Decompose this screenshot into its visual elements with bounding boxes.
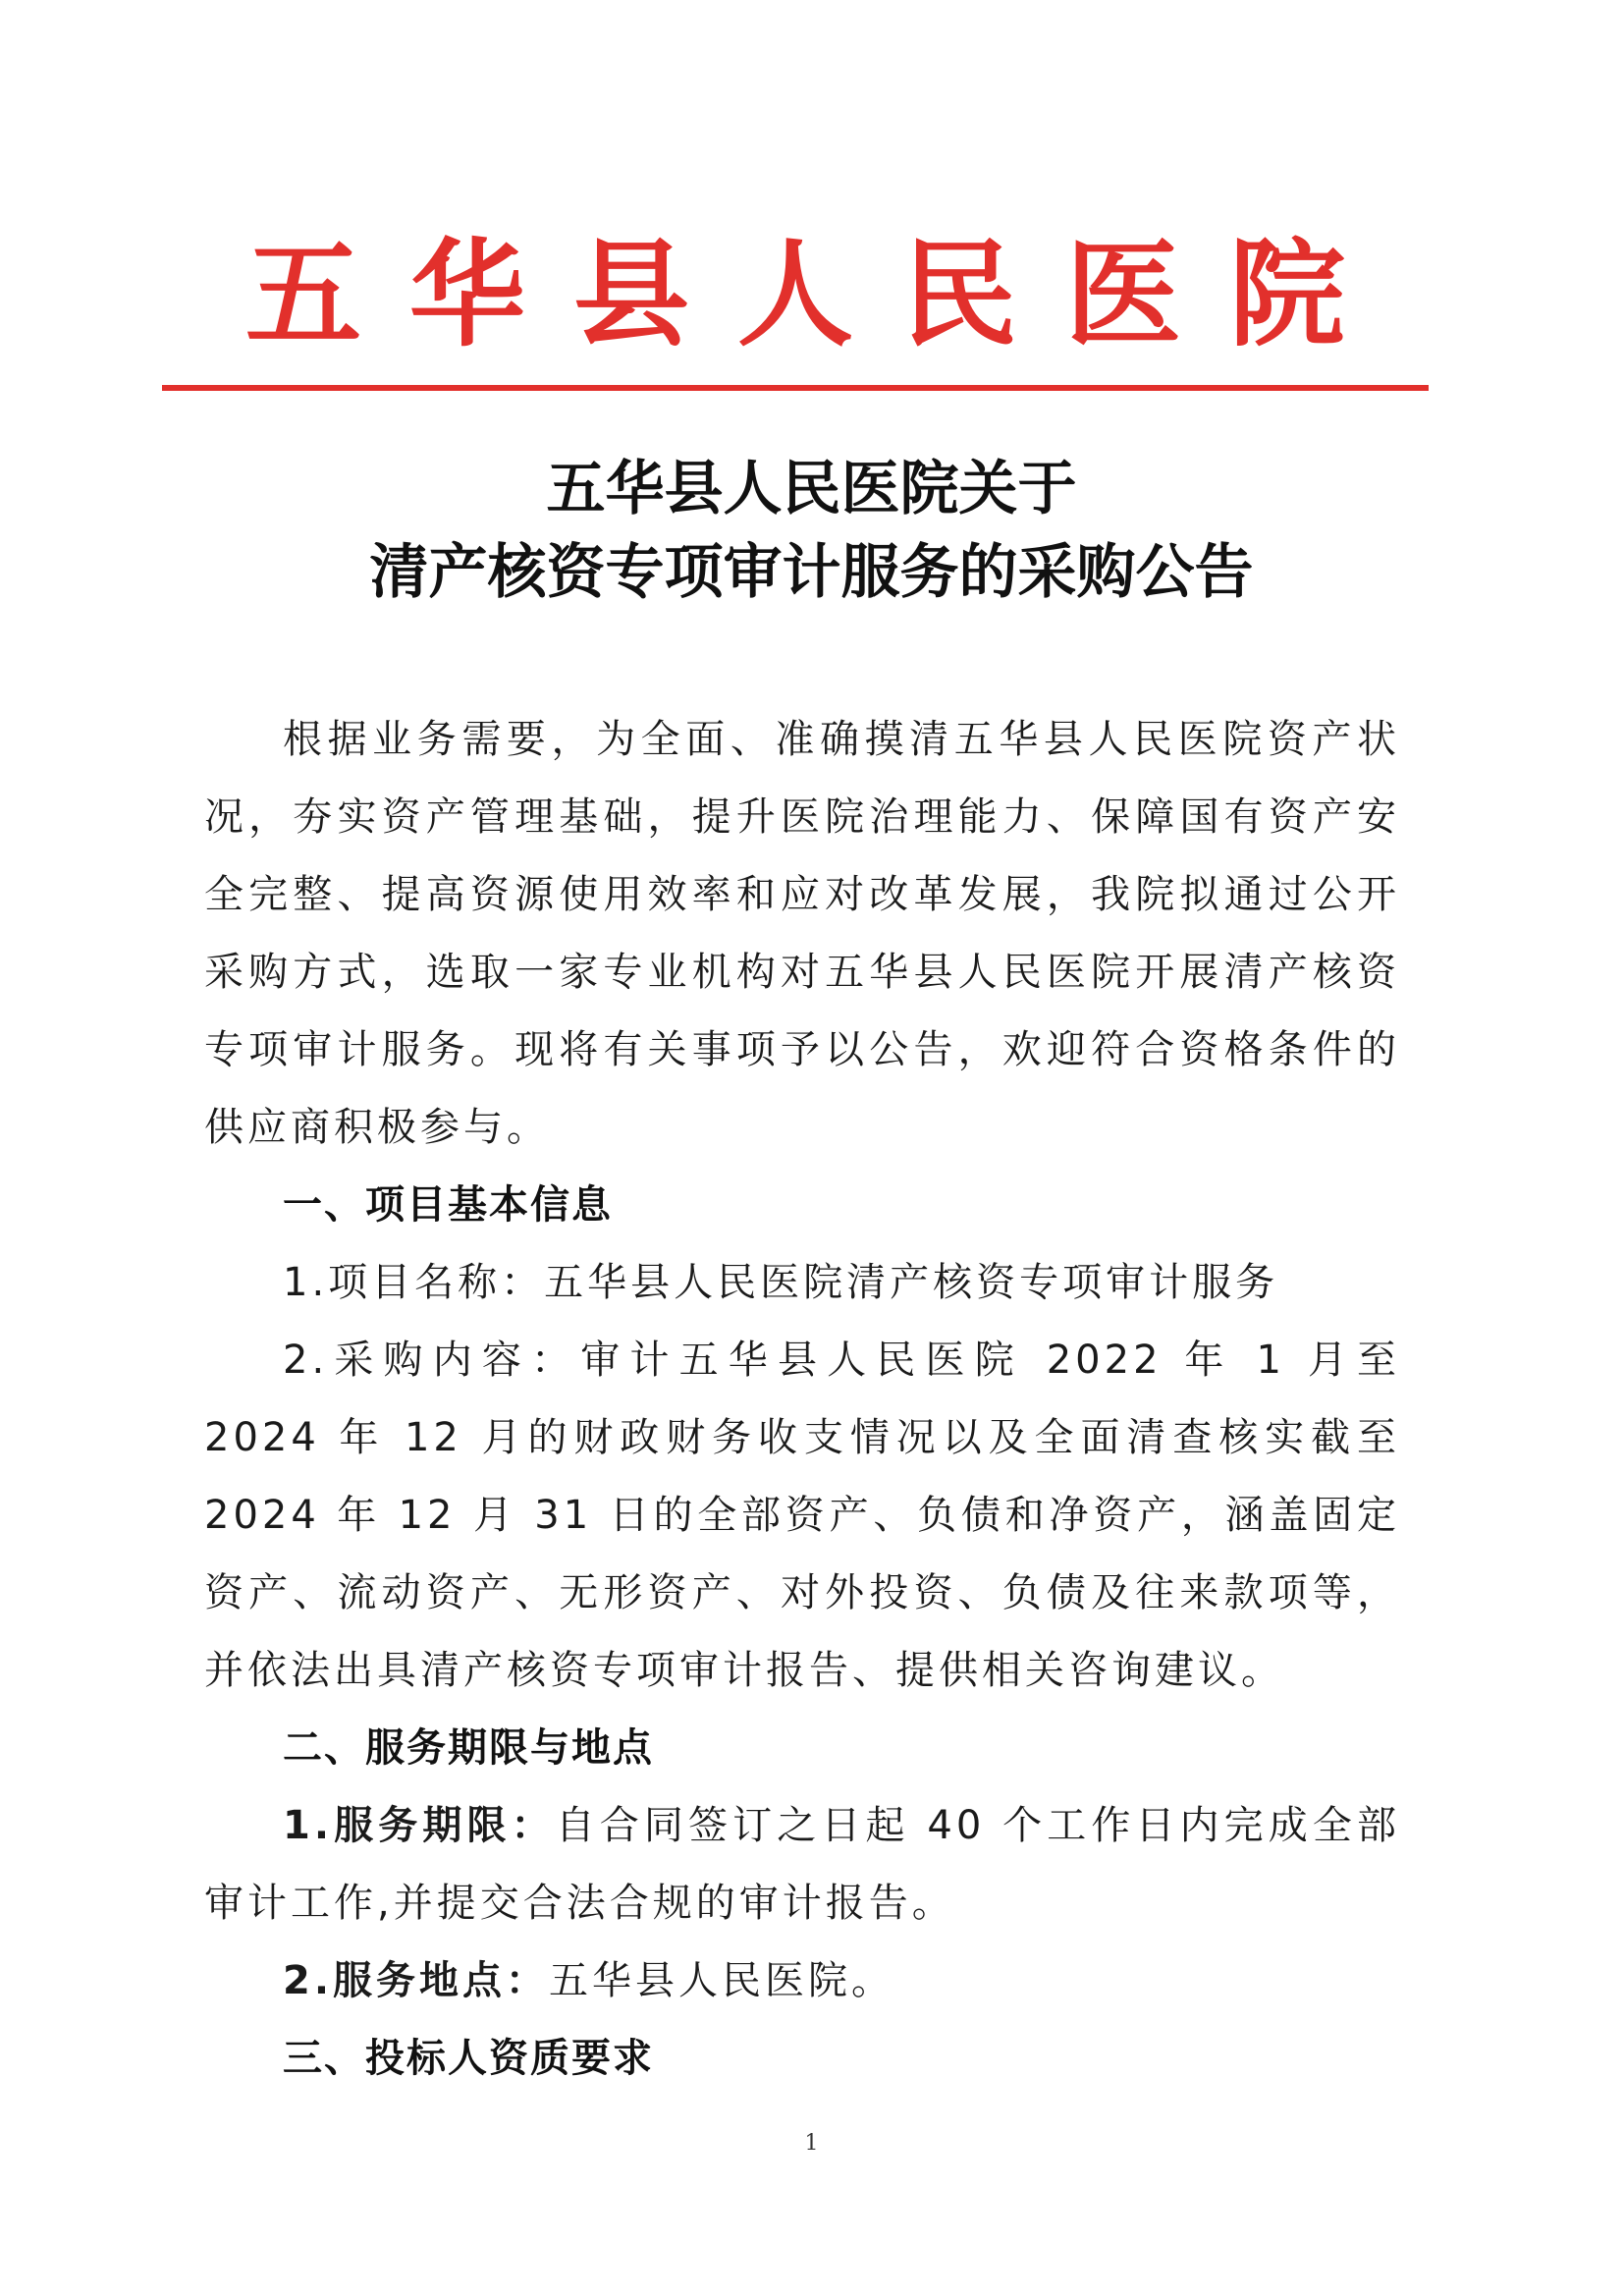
item-service-period [204,1787,1400,1942]
item-text: 审计五华县人民医院 2022 年 1 月至 2024 年 12 月的财政财务收支情况以及全面清查核实截至 2024 年 12 月 31 日的全部资产、负债和净资产，涵盖固定资产、流动资产、无形资产、对外投资、负债及往来款项等，并依法出具清产核资专项审计报告、提供相关咨询建议。 [204,1338,1400,1693]
item-label: 1.服务期限： [283,1803,556,1848]
letterhead-divider [162,385,1429,391]
item-label: 1.项目名称： [283,1260,545,1305]
letterhead-char: 县 [572,226,689,362]
letterhead-char: 民 [900,226,1017,362]
item-project-name [204,1244,1400,1322]
section-heading-service-period: 二、服务期限与地点 [283,1725,654,1771]
letterhead-char: 五 [245,226,362,362]
item-text: 自合同签订之日起 40 个工作日内完成全部审计工作,并提交合法合规的审计报告。 [204,1803,1400,1926]
letterhead-char: 院 [1228,226,1345,362]
letterhead-char: 医 [1064,226,1181,362]
document-title-line2: 清产核资专项审计服务的采购公告 [369,538,1254,607]
item-label: 2.采购内容： [283,1338,581,1383]
section-heading-qualifications: 三、投标人资质要求 [283,2036,654,2081]
letterhead-char: 人 [736,226,853,362]
item-text: 五华县人民医院。 [549,1958,895,2003]
document-title-line1: 五华县人民医院关于 [546,455,1077,523]
item-service-location [204,1942,1400,2020]
page-number: 1 [804,2131,819,2156]
org-letterhead [245,226,1345,363]
intro-paragraph: 根据业务需要，为全面、准确摸清五华县人民医院资产状况，夯实资产管理基础，提升医院治理能力、保障国有资产安全完整、提高资源使用效率和应对改革发展，我院拟通过公开采购方式，选取一家专业机构对五华县人民医院开展清产核资专项审计服务。现将有关事项予以公告，欢迎符合资格条件的供应商积极参与。 [204,717,1400,1150]
item-label: 2.服务地点： [283,1958,550,2003]
document-body [204,701,1400,2098]
section-heading-basic-info: 一、项目基本信息 [283,1182,613,1228]
item-procurement-content [204,1322,1400,1710]
letterhead-char: 华 [408,226,525,362]
item-text: 五华县人民医院清产核资专项审计服务 [544,1260,1279,1305]
